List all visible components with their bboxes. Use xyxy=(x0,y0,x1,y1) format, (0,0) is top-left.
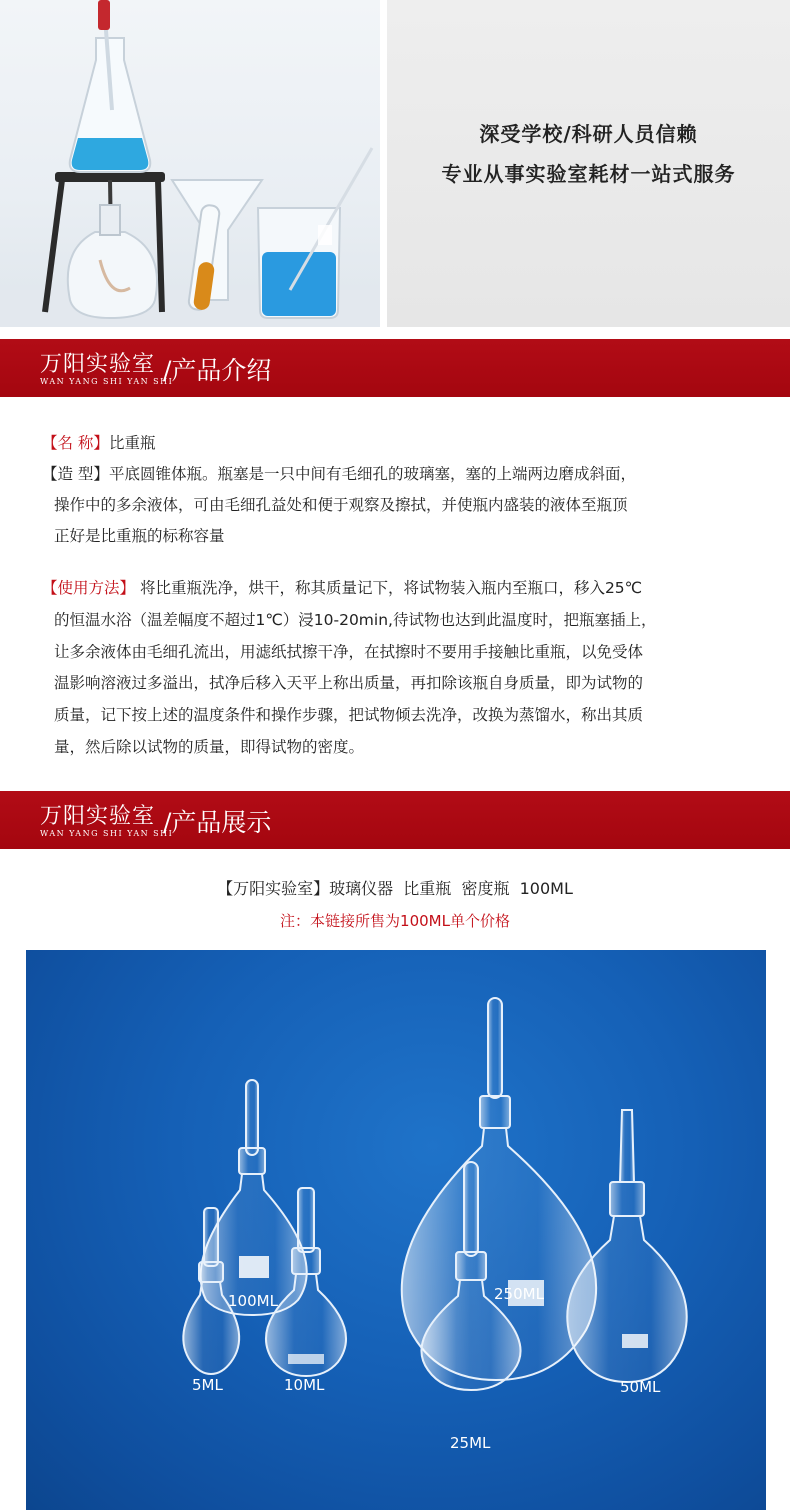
lab-glassware-photo xyxy=(0,0,380,327)
shape-line: 平底圆锥体瓶。瓶塞是一只中间有毛细孔的玻璃塞，塞的上端两边磨成斜面， xyxy=(108,465,636,483)
size-label-10ml: 10ML xyxy=(284,1376,325,1394)
shape-tag: 【造 型】 xyxy=(42,465,109,483)
usage-instructions xyxy=(42,573,754,764)
name-tag: 【名 称】 xyxy=(42,434,109,452)
banner-brand-name: 万阳实验室 xyxy=(40,804,156,829)
usage-line: 的恒温水浴（温差幅度不超过1℃）浸10-20min,待试物也达到此温度时，把瓶塞插上， xyxy=(54,610,657,629)
banner-brand-pinyin: WAN YANG SHI YAN SHI xyxy=(40,829,174,838)
product-shape-row xyxy=(42,459,762,490)
usage-line: 让多余液体由毛细孔流出，用滤纸拭擦干净，在拭擦时不要用手接触比重瓶，以免受体 xyxy=(54,642,644,661)
hero-section xyxy=(0,0,790,327)
product-intro xyxy=(42,428,762,552)
pycnometer-product-photo xyxy=(26,950,766,1510)
banner-section-title: /产品展示 xyxy=(163,808,272,837)
hero-slogan-line-1: 深受学校/科研人员信赖 xyxy=(479,122,698,146)
banner-section-title: /产品介绍 xyxy=(163,356,272,385)
product-caption: 【万阳实验室】玻璃仪器 比重瓶 密度瓶 100ML xyxy=(217,879,573,898)
usage-line: 将比重瓶洗净，烘干，称其质量记下，将试物装入瓶内至瓶口，移入25℃ xyxy=(135,579,643,597)
hero-slogan-panel xyxy=(387,0,790,327)
usage-line: 量，然后除以试物的质量，即得试物的密度。 xyxy=(54,737,365,756)
lab-glassware-illustration xyxy=(0,0,380,327)
size-label-5ml: 5ML xyxy=(192,1376,223,1394)
usage-line: 质量，记下按上述的温度条件和操作步骤，把试物倾去洗净，改换为蒸馏水，称出其质 xyxy=(54,706,644,725)
size-label-250ml: 250ML xyxy=(494,1285,544,1303)
usage-tag: 【使用方法】 xyxy=(42,579,136,597)
section-banner-intro xyxy=(0,339,790,397)
size-label-25ml: 25ML xyxy=(450,1434,491,1452)
price-note: 注：本链接所售为100ML单个价格 xyxy=(280,912,510,930)
name-value: 比重瓶 xyxy=(108,434,156,452)
hero-slogan-line-2: 专业从事实验室耗材一站式服务 xyxy=(441,162,736,186)
shape-line: 正好是比重瓶的标称容量 xyxy=(54,527,225,545)
size-label-50ml: 50ML xyxy=(620,1378,661,1396)
section-banner-display xyxy=(0,791,790,849)
pycnometer-set-illustration xyxy=(26,950,766,1510)
usage-line: 温影响溶液过多溢出，拭净后移入天平上称出质量，再扣除该瓶自身质量，即为试物的 xyxy=(54,674,644,693)
shape-line: 操作中的多余液体，可由毛细孔益处和便于观察及擦拭，并使瓶内盛装的液体至瓶顶 xyxy=(54,496,628,514)
product-name-row xyxy=(42,428,762,459)
banner-brand-pinyin: WAN YANG SHI YAN SHI xyxy=(40,377,174,386)
size-label-100ml: 100ML xyxy=(228,1292,278,1310)
banner-brand-name: 万阳实验室 xyxy=(40,352,156,377)
usage-first-line xyxy=(42,573,754,605)
